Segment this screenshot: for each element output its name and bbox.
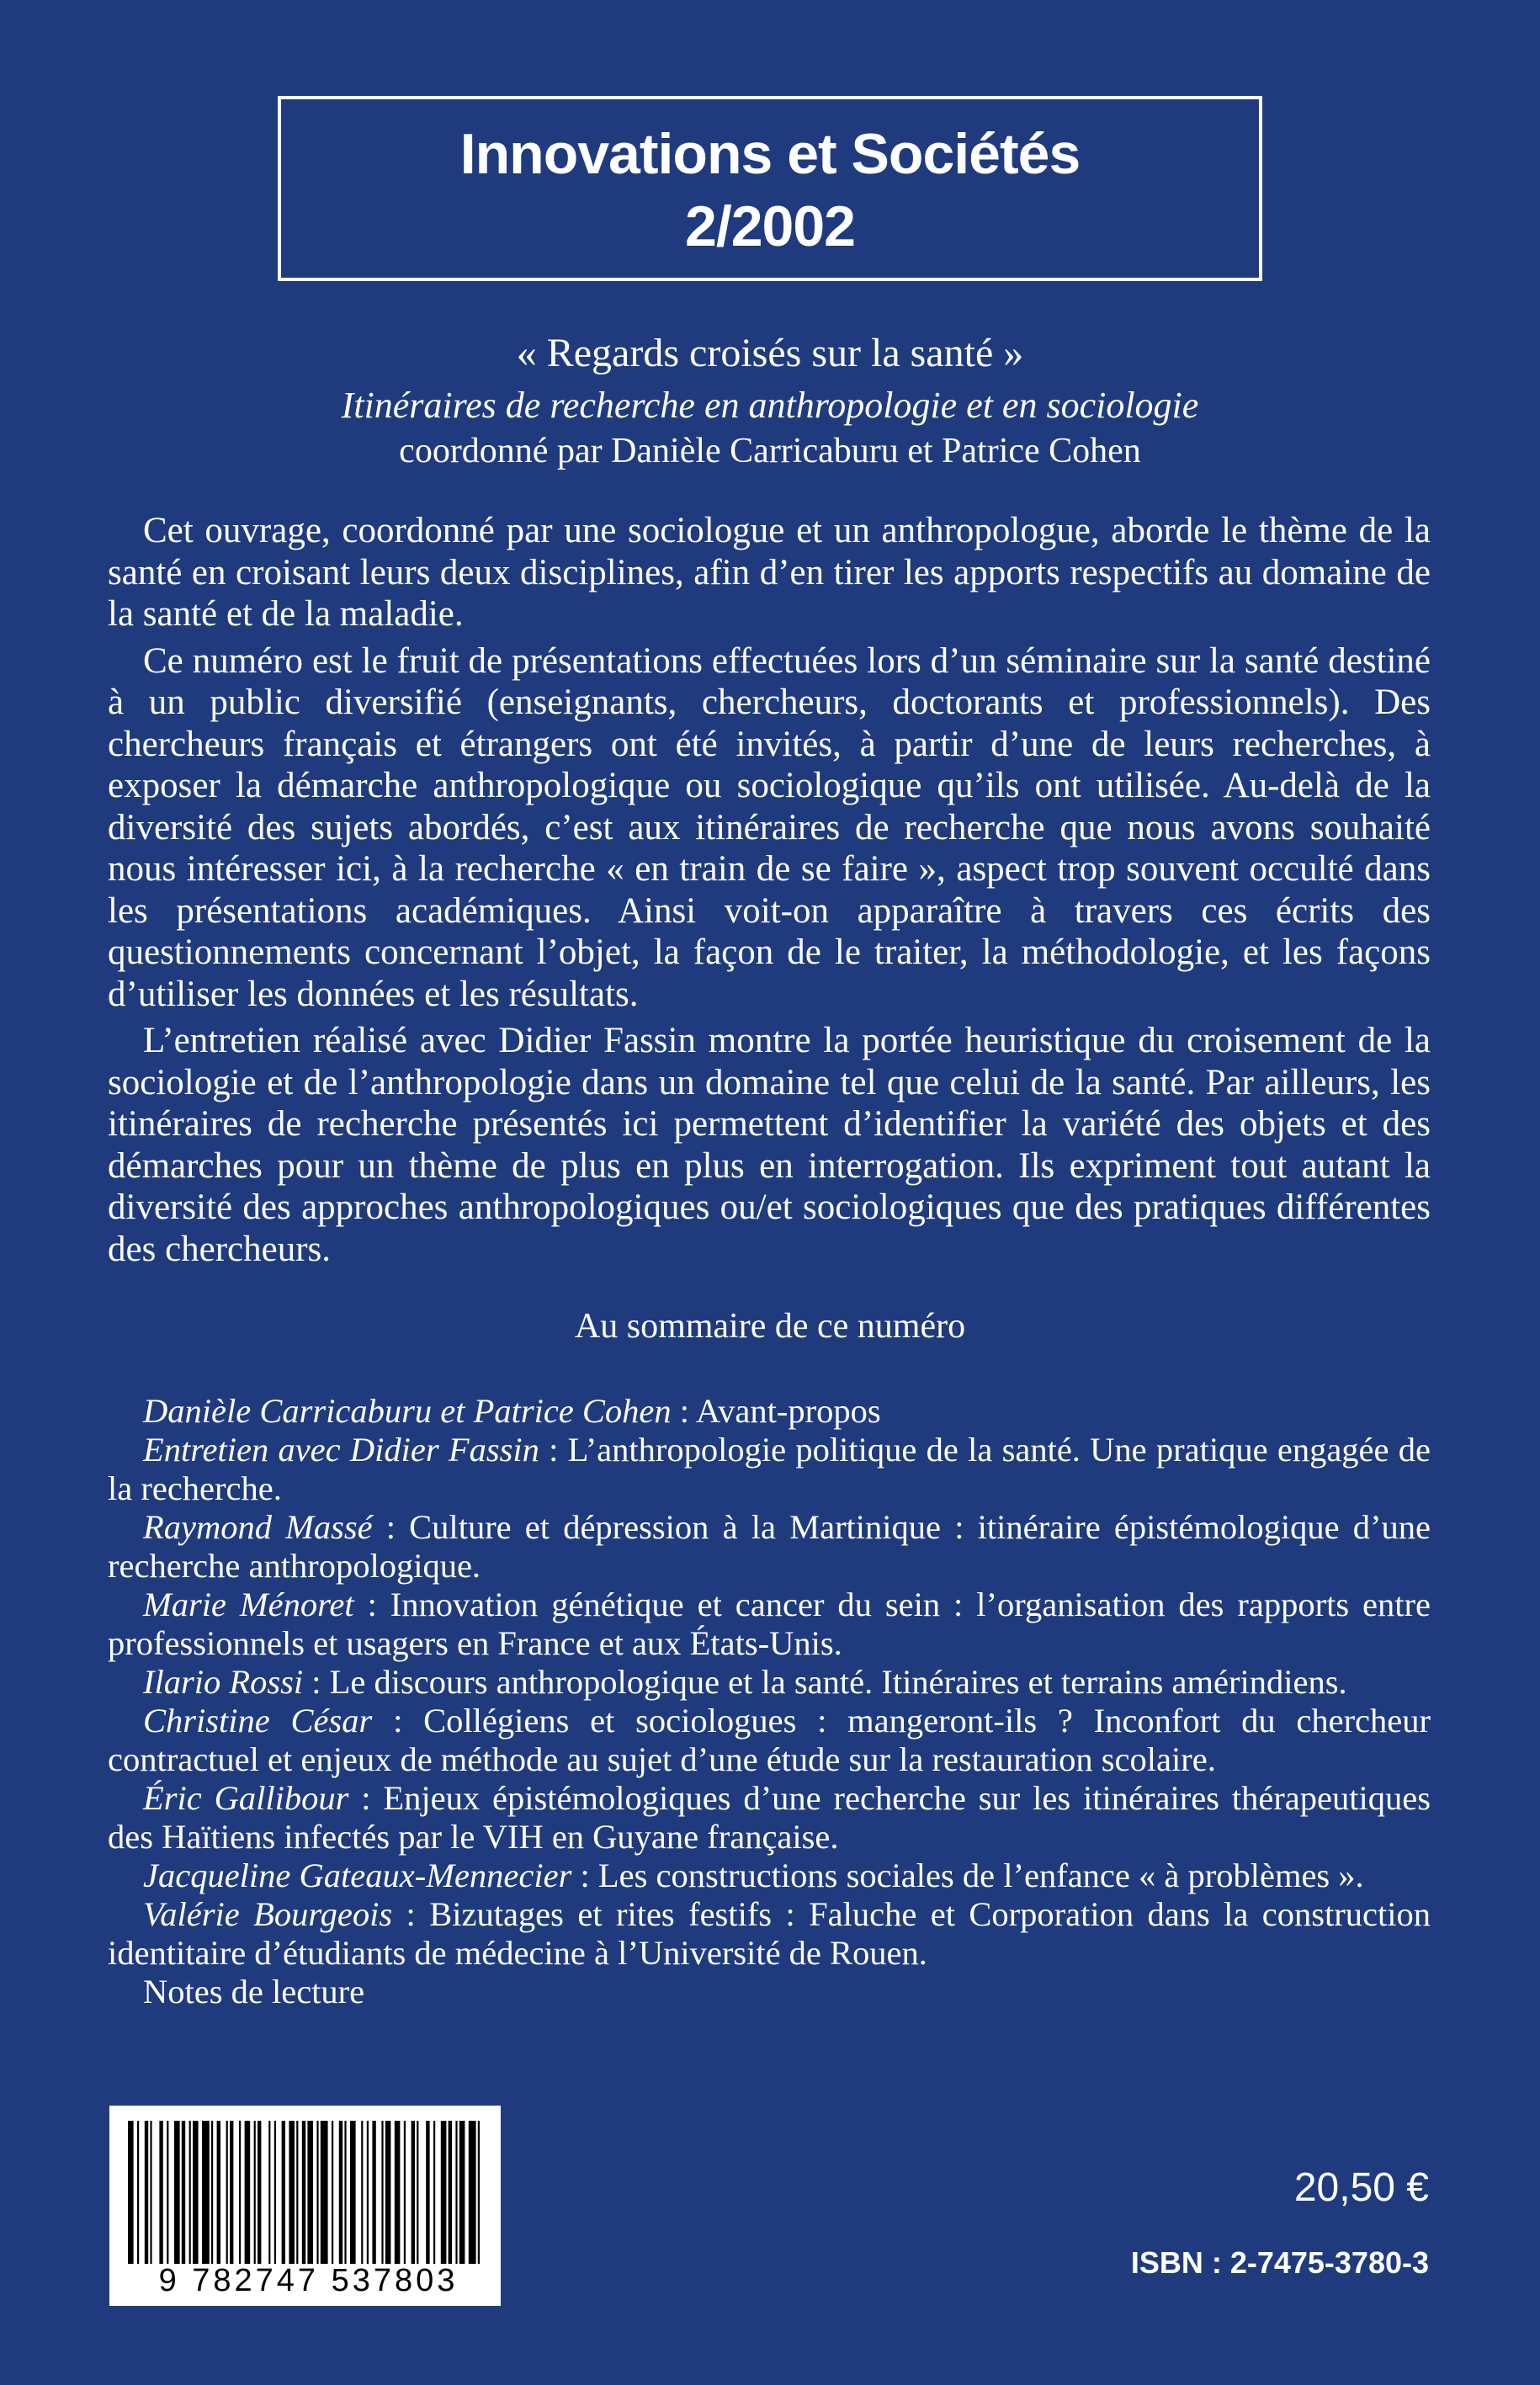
barcode-bar bbox=[202, 2121, 210, 2264]
barcode-bar bbox=[302, 2121, 305, 2264]
barcode-bar bbox=[167, 2121, 168, 2264]
barcode-bar bbox=[289, 2121, 295, 2264]
barcode-bar bbox=[395, 2121, 401, 2264]
barcode-digits: 9 782747 537803 bbox=[158, 2263, 459, 2298]
barcode-bar bbox=[455, 2121, 457, 2264]
barcode-bars bbox=[113, 2109, 497, 2265]
contents-entry bbox=[108, 1973, 1431, 2011]
entry-author: Marie Ménoret bbox=[143, 1586, 354, 1623]
barcode-bar bbox=[137, 2121, 139, 2264]
entry-title: : Bizutages et rites festifs : Faluche et Corporation dans la construction identitaire d’étudiants de médecine à l’Université de Rouen. bbox=[108, 1895, 1431, 1972]
barcode-bar bbox=[316, 2121, 318, 2264]
barcode-bar bbox=[268, 2121, 270, 2264]
series-title: Innovations et Sociétés bbox=[459, 122, 1081, 186]
barcode-bar bbox=[426, 2121, 429, 2264]
barcode bbox=[109, 2106, 501, 2306]
entry-title: : Innovation génétique et cancer du sein : l’organisation des rapports entre professionnels et usagers en France et aux États-Unis. bbox=[108, 1586, 1431, 1662]
barcode-bar bbox=[274, 2121, 276, 2264]
barcode-bar bbox=[254, 2121, 256, 2264]
entry-author: Éric Gallibour bbox=[143, 1779, 349, 1817]
entry-title: : Culture et dépression à la Martinique : itinéraire épistémologique d’une recherche anthropologique. bbox=[108, 1508, 1431, 1585]
barcode-bar bbox=[412, 2121, 415, 2264]
barcode-bar bbox=[217, 2121, 220, 2264]
barcode-bar bbox=[193, 2121, 199, 2264]
barcode-bar bbox=[189, 2121, 191, 2264]
barcode-bar bbox=[296, 2121, 298, 2264]
barcode-bar bbox=[239, 2121, 241, 2264]
contents-entry bbox=[108, 1663, 1431, 1702]
barcode-bar bbox=[381, 2121, 383, 2264]
entry-title: : Avant-propos bbox=[671, 1392, 881, 1430]
barcode-bar bbox=[245, 2121, 251, 2264]
coordinators: coordonné par Danièle Carricaburu et Patrice Cohen bbox=[399, 432, 1141, 470]
contents-heading: Au sommaire de ce numéro bbox=[574, 1307, 966, 1346]
barcode-bar bbox=[459, 2121, 465, 2264]
barcode-bar bbox=[226, 2121, 228, 2264]
barcode-bar bbox=[339, 2121, 343, 2264]
entry-author: Valérie Bourgeois bbox=[143, 1895, 393, 1933]
barcode-bar bbox=[150, 2121, 151, 2264]
description bbox=[108, 510, 1431, 1275]
barcode-bar bbox=[361, 2121, 363, 2264]
barcode-bar bbox=[478, 2121, 480, 2264]
barcode-bar bbox=[128, 2121, 134, 2264]
entry-title: : Les constructions sociales de l’enfance « à problèmes ». bbox=[571, 1856, 1364, 1894]
entry-title: : Collégiens et sociologues : mangeront-ils ? Inconfort du chercheur contractuel et enjeux de méthode au sujet d’une étude sur la restauration scolaire. bbox=[108, 1702, 1431, 1778]
entry-author: Jacqueline Gateaux-Mennecier bbox=[143, 1856, 572, 1894]
title-box bbox=[278, 96, 1262, 281]
barcode-bar bbox=[469, 2121, 476, 2264]
contents-entry bbox=[108, 1586, 1431, 1663]
description-paragraph: L’entretien réalisé avec Didier Fassin montre la portée heuristique du croisement de la sociologie et de l’anthropologie dans un domaine tel que celui de la santé. Par ailleurs, les itinéraires de recherche présentés ici permettent d’identifier la variété des objets et des démarches pour un thème de plus en plus en interrogation. Ils expriment tout autant la diversité des approches anthropologiques ou/et sociologiques que des pratiques différentes des chercheurs. bbox=[108, 1021, 1431, 1269]
barcode-bar bbox=[307, 2121, 313, 2264]
barcode-bar bbox=[145, 2121, 148, 2264]
contents-entry bbox=[108, 1702, 1431, 1779]
issue-theme: « Regards croisés sur la santé » bbox=[516, 331, 1024, 375]
entry-author: Raymond Massé bbox=[143, 1508, 373, 1546]
barcode-bar bbox=[441, 2121, 447, 2264]
contents-entry bbox=[108, 1856, 1431, 1895]
barcode-bar bbox=[159, 2121, 162, 2264]
contents-list bbox=[108, 1392, 1431, 2011]
isbn: ISBN : 2-7475-3780-3 bbox=[1130, 2245, 1429, 2280]
barcode-bar bbox=[182, 2121, 185, 2264]
barcode-bar bbox=[367, 2121, 369, 2264]
entry-title: : L’anthropologie politique de la santé. Une pratique engagée de la recherche. bbox=[108, 1431, 1431, 1507]
issue-subtitle: Itinéraires de recherche en anthropologie et en sociologie bbox=[341, 385, 1199, 426]
barcode-bar bbox=[174, 2121, 180, 2264]
barcode-bar bbox=[258, 2121, 261, 2264]
barcode-bar bbox=[449, 2121, 452, 2264]
entry-author: Ilario Rossi bbox=[143, 1663, 304, 1701]
contents-entry bbox=[108, 1431, 1431, 1508]
contents-entry bbox=[108, 1895, 1431, 1973]
barcode-bar bbox=[350, 2121, 356, 2264]
entry-author: Christine César bbox=[143, 1702, 373, 1740]
barcode-bar bbox=[282, 2121, 285, 2264]
entry-author: Danièle Carricaburu et Patrice Cohen bbox=[143, 1392, 672, 1430]
entry-title: : Enjeux épistémologiques d’une recherche sur les itinéraires thérapeutiques des Haïtiens infectés par le VIH en Guyane française. bbox=[108, 1779, 1431, 1856]
barcode-bar bbox=[344, 2121, 346, 2264]
barcode-bar bbox=[211, 2121, 213, 2264]
contents-entry bbox=[108, 1508, 1431, 1586]
description-paragraph: Cet ouvrage, coordonné par une sociologue et un anthropologue, aborde le thème de la santé en croisant leurs deux disciplines, afin d’en tirer les apports respectifs au domaine de la santé et de la maladie. bbox=[108, 511, 1431, 634]
contents-entry bbox=[108, 1779, 1431, 1856]
barcode-bar bbox=[230, 2121, 233, 2264]
entry-title: Notes de lecture bbox=[143, 1973, 365, 2011]
description-paragraph: Ce numéro est le fruit de présentations effectuées lors d’un séminaire sur la santé destiné à un public diversifié (enseignants, chercheurs, doctorants et professionnels). Des chercheurs français et étrangers ont été invités, à partir d’une de leurs recherches, à exposer la démarche anthropologique ou sociologique qu’ils ont utilisée. Au-delà de la diversité des sujets abordés, c’est aux itinéraires de recherche que nous avons souhaité nous intéresser ici, à la recherche « en train de se faire », aspect trop souvent occulté dans les présentations académiques. Ainsi voit-on apparaître à travers ces écrits des questionnements concernant l’objet, la façon de le traiter, la méthodologie, et les façons d’utiliser les données et les résultats. bbox=[108, 640, 1431, 1014]
barcode-bar bbox=[372, 2121, 375, 2264]
barcode-bar bbox=[332, 2121, 333, 2264]
barcode-bar bbox=[385, 2121, 391, 2264]
contents-entry bbox=[108, 1392, 1431, 1431]
barcode-bar bbox=[417, 2121, 418, 2264]
entry-author: Entretien avec Didier Fassin bbox=[143, 1431, 539, 1469]
barcode-bar bbox=[433, 2121, 435, 2264]
entry-title: : Le discours anthropologique et la santé. Itinéraires et terrains amérindiens. bbox=[303, 1663, 1347, 1701]
issue-number: 2/2002 bbox=[685, 194, 855, 258]
price: 20,50 € bbox=[1293, 2165, 1429, 2210]
barcode-bar bbox=[404, 2121, 406, 2264]
barcode-bar bbox=[321, 2121, 328, 2264]
